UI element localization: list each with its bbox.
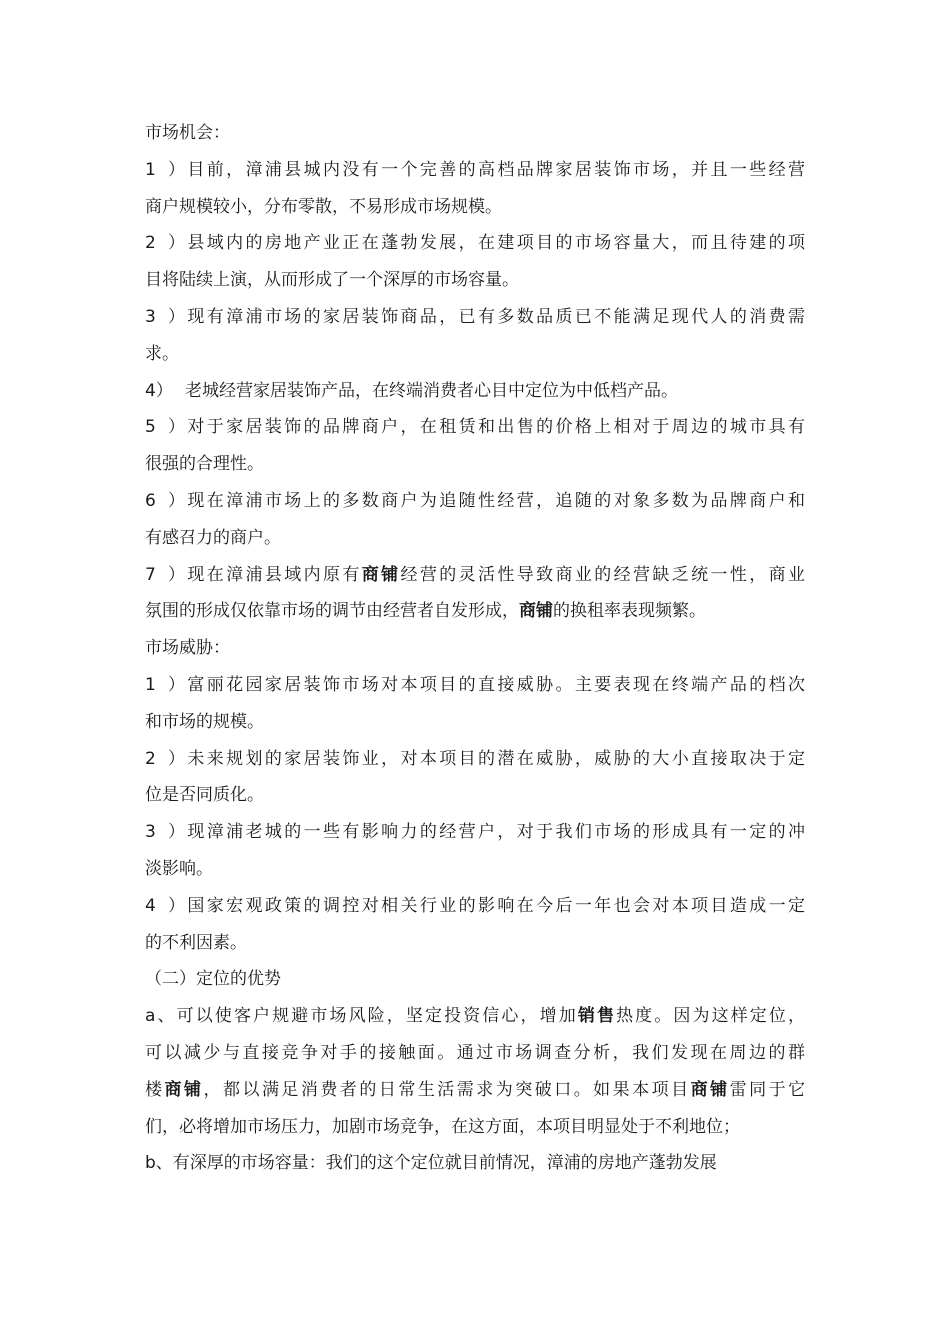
item-number: 4） [145,895,185,916]
item-text: 现漳浦老城的一些有影响力的经营户，对于我们市场的形成具有一定的冲 [185,822,805,843]
threat-item-1 [145,667,805,741]
paragraph-line [145,741,805,778]
opportunity-item-4 [145,373,805,410]
section-heading-threat: 市场威胁： [145,638,230,659]
opportunity-item-7 [145,557,805,631]
item-text: a、可以使客户规避市场风险，坚定投资信心，增加 [145,1006,578,1027]
bold-keyword: 商铺 [361,564,401,585]
paragraph-line [145,483,805,520]
threat-item-2 [145,741,805,815]
paragraph-line: 很强的合理性。 [145,454,264,475]
document-body [145,115,805,1182]
item-text: 楼 [145,1079,165,1100]
paragraph-line [145,888,805,925]
opportunity-item-3 [145,299,805,373]
paragraph-line: 有感召力的商户。 [145,527,281,548]
item-text: 目前，漳浦县城内没有一个完善的高档品牌家居装饰市场，并且一些经营 [185,159,805,180]
bold-keyword: 销售 [577,1006,617,1027]
paragraph-line [145,299,805,336]
item-text: 老城经营家居装饰产品，在终端消费者心目中定位为中低档产品。 [185,380,678,401]
item-number: 2） [145,748,185,769]
paragraph-line [145,225,805,262]
item-text: 未来规划的家居装饰业，对本项目的潜在威胁，威胁的大小直接取决于定 [185,748,805,769]
paragraph-line [145,667,805,704]
advantage-item-b [145,1145,805,1182]
item-text: ，都以满足消费者的日常生活需求为突破口。如果本项目 [203,1079,691,1100]
item-number: 3） [145,822,185,843]
opportunity-item-1 [145,152,805,226]
paragraph-line [145,1072,805,1109]
item-number: 4） [145,380,173,401]
opportunity-item-6 [145,483,805,557]
paragraph-line [145,557,805,594]
paragraph-line: 目将陆续上演，从而形成了一个深厚的市场容量。 [145,270,519,291]
paragraph-line: 商户规模较小，分布零散，不易形成市场规模。 [145,196,502,217]
item-text: 经营的灵活性导致商业的经营缺乏统一性，商业 [400,564,805,585]
paragraph-line: 求。 [145,343,179,364]
threat-item-4 [145,888,805,962]
opportunity-item-2 [145,225,805,299]
threat-item-3 [145,814,805,888]
paragraph-line [145,152,805,189]
section-heading-advantage: （二）定位的优势 [145,969,281,990]
advantage-item-a [145,998,805,1145]
item-number: 1） [145,674,185,695]
opportunity-item-5 [145,409,805,483]
section-heading-opportunity: 市场机会： [145,123,230,143]
paragraph-line: 位是否同质化。 [145,785,264,806]
item-text: 现在漳浦市场上的多数商户为追随性经营，追随的对象多数为品牌商户和 [185,490,805,511]
paragraph-line: 淡影响。 [145,858,213,879]
bold-keyword: 商铺 [690,1079,730,1100]
paragraph-line [145,409,805,446]
paragraph-line [145,998,805,1035]
item-number: 6） [145,490,185,511]
item-number: 3） [145,306,185,327]
item-text: 雷同于它 [729,1079,806,1100]
paragraph-line: 和市场的规模。 [145,711,264,732]
item-text: 对于家居装饰的品牌商户，在租赁和出售的价格上相对于周边的城市具有 [185,417,805,438]
item-number: 7） [145,564,185,585]
item-text: 氛围的形成仅依靠市场的调节由经营者自发形成， [145,601,519,622]
bold-keyword: 商铺 [164,1079,204,1100]
bold-keyword: 商铺 [519,601,553,622]
item-text: 富丽花园家居装饰市场对本项目的直接威胁。主要表现在终端产品的档次 [185,674,805,695]
item-number: 1） [145,159,185,180]
item-text: 县域内的房地产业正在蓬勃发展，在建项目的市场容量大，而且待建的项 [185,233,805,254]
paragraph-line: b、有深厚的市场容量：我们的这个定位就目前情况，漳浦的房地产蓬勃发展 [145,1153,717,1174]
paragraph-line: 们，必将增加市场压力，加剧市场竞争，在这方面，本项目明显处于不利地位； [145,1116,740,1137]
item-text: 的换租率表现频繁。 [553,601,706,622]
paragraph-line [145,814,805,851]
item-number: 2） [145,233,185,254]
paragraph-line: 的不利因素。 [145,932,247,953]
item-text: 国家宏观政策的调控对相关行业的影响在今后一年也会对本项目造成一定 [185,895,805,916]
item-number: 5） [145,417,185,438]
paragraph-line [145,373,805,410]
item-text: 现在漳浦县域内原有 [185,564,362,585]
item-text: 热度。因为这样定位， [616,1006,806,1027]
paragraph-line: 可以减少与直接竞争对手的接触面。通过市场调查分析，我们发现在周边的群 [145,1042,805,1063]
paragraph-line [145,593,805,630]
item-text: 现有漳浦市场的家居装饰商品，已有多数品质已不能满足现代人的消费需 [185,306,805,327]
